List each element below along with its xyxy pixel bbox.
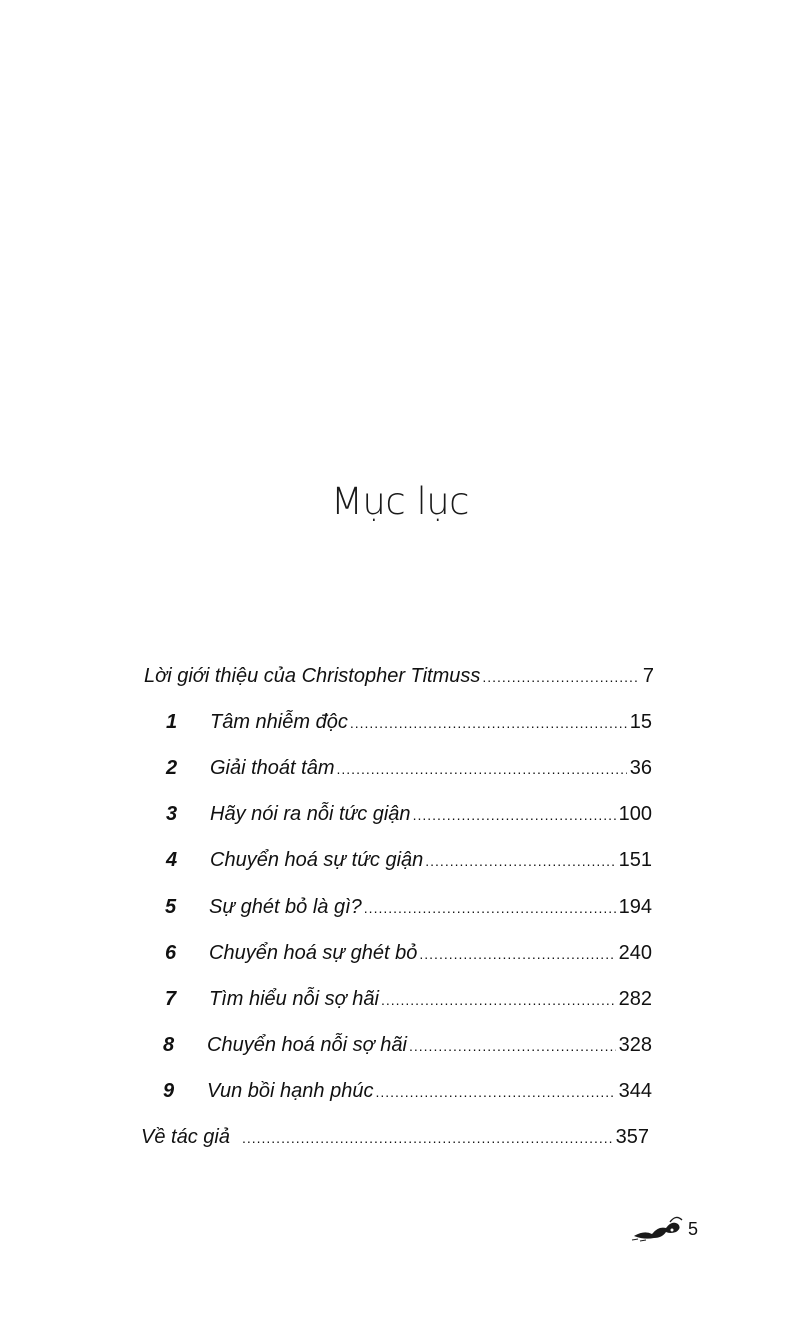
dot-leader xyxy=(375,1080,615,1104)
chapter-number: 6 xyxy=(165,942,177,964)
dot-leader xyxy=(425,849,615,873)
toc-entry-page: 7 xyxy=(642,665,654,687)
page-title: Mục lục xyxy=(330,480,470,523)
toc-entry-page: 282 xyxy=(618,988,652,1010)
toc-entry-chapter-4[interactable] xyxy=(166,848,652,873)
toc-entry-page: 328 xyxy=(618,1034,652,1056)
dot-leader xyxy=(337,757,627,781)
chapter-number: 7 xyxy=(165,988,177,1010)
toc-entry-page: 344 xyxy=(618,1080,652,1102)
toc-entry-page: 194 xyxy=(618,896,652,918)
toc-entry-text: Sự ghét bỏ là gì? xyxy=(209,896,362,918)
toc-entry-text: Chuyển hoá nỗi sợ hãi xyxy=(207,1034,407,1056)
toc-entry-chapter-8[interactable] xyxy=(163,1033,652,1058)
toc-entry-page: 240 xyxy=(618,942,652,964)
page-number: 5 xyxy=(688,1219,699,1239)
toc-entry-text: Về tác giả xyxy=(141,1126,230,1148)
toc-entry-chapter-2[interactable] xyxy=(166,756,652,781)
toc-entry-text: Hãy nói ra nỗi tức giận xyxy=(210,803,411,825)
toc-entry-page: 36 xyxy=(629,757,652,779)
toc-entry-text: Chuyển hoá sự tức giận xyxy=(210,849,424,871)
chapter-number: 9 xyxy=(163,1080,175,1102)
dot-leader xyxy=(381,988,616,1012)
dot-leader xyxy=(364,896,616,920)
chapter-number: 4 xyxy=(166,849,178,871)
toc-entry-page: 357 xyxy=(615,1126,649,1148)
toc-entry-chapter-6[interactable] xyxy=(165,941,652,966)
ornament-icon xyxy=(630,1210,686,1244)
chapter-number: 5 xyxy=(165,896,177,918)
toc-entry-text: Tâm nhiễm độc xyxy=(210,711,348,733)
toc-entry-chapter-9[interactable] xyxy=(163,1079,652,1104)
toc-entry-page: 151 xyxy=(618,849,652,871)
toc-entry-chapter-7[interactable] xyxy=(165,987,652,1012)
dot-leader xyxy=(482,665,640,689)
toc-entry-text: Chuyển hoá sự ghét bỏ xyxy=(209,942,418,964)
toc-entry-about-author[interactable] xyxy=(141,1125,649,1150)
toc-entry-text: Tìm hiểu nỗi sợ hãi xyxy=(209,988,379,1010)
chapter-number: 1 xyxy=(166,711,178,733)
dot-leader xyxy=(409,1034,616,1058)
toc-entry-chapter-1[interactable] xyxy=(166,710,652,735)
toc-entry-page: 100 xyxy=(618,803,652,825)
dot-leader xyxy=(242,1126,613,1150)
toc-entry-chapter-5[interactable] xyxy=(165,895,652,920)
toc-entry-text: Vun bồi hạnh phúc xyxy=(207,1080,374,1102)
dot-leader xyxy=(419,942,615,966)
dot-leader xyxy=(413,803,616,827)
chapter-number: 2 xyxy=(166,757,178,779)
toc-entry-text: Giải thoát tâm xyxy=(210,757,335,779)
chapter-number: 3 xyxy=(166,803,178,825)
toc-entry-page: 15 xyxy=(629,711,652,733)
chapter-number: 8 xyxy=(163,1034,175,1056)
toc-entry-chapter-3[interactable] xyxy=(166,802,652,827)
dot-leader xyxy=(350,711,627,735)
toc-entry-text: Lời giới thiệu của Christopher Titmuss xyxy=(144,665,481,687)
toc-entry-intro[interactable] xyxy=(144,664,654,689)
